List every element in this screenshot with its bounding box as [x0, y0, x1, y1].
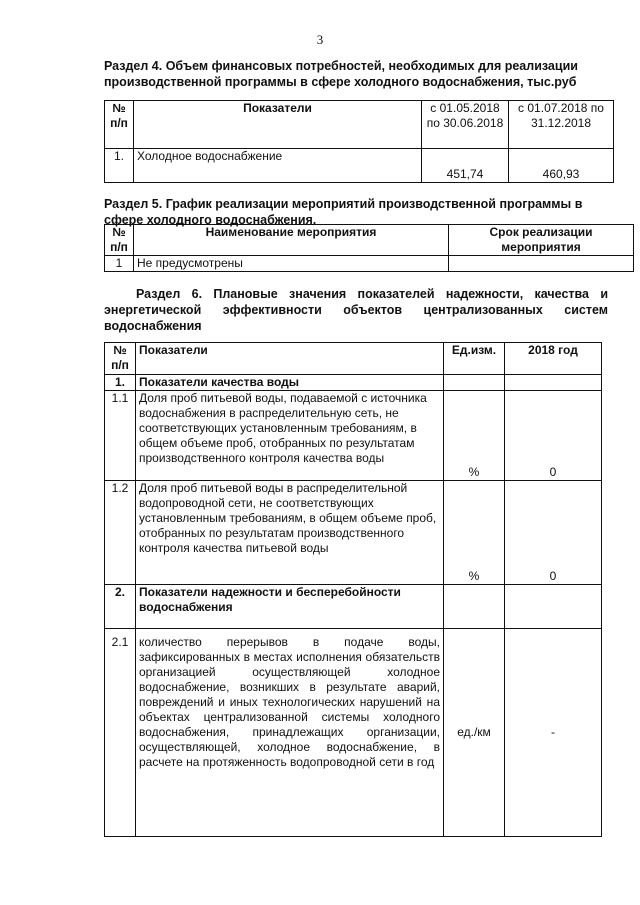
row-num: 1.1 — [105, 391, 136, 481]
col-period1-header: с 01.05.2018 по 30.06.2018 — [422, 101, 509, 149]
row-name: Холодное водоснабжение — [134, 149, 422, 183]
row-name: Доля проб питьевой воды в распределительной водопроводной сети, не соответствующих установленным требованиям, в общем объеме проб, отобранных по результатам производственного контроля качества питьевой воды — [136, 481, 444, 585]
col-indicators-header: Показатели — [134, 101, 422, 149]
col-year-header: 2018 год — [505, 343, 602, 375]
row-value2: 460,93 — [509, 149, 614, 183]
table-row — [105, 391, 602, 481]
col-term-header: Срок реализации мероприятия — [449, 225, 634, 256]
row-num: 2.1 — [105, 629, 136, 837]
table-row — [105, 375, 602, 391]
row-num: 2. — [105, 585, 136, 629]
table-row — [105, 481, 602, 585]
row-name: Показатели надежности и бесперебойности водоснабжения — [136, 585, 444, 629]
col-unit-header: Ед.изм. — [444, 343, 505, 375]
section6-table — [104, 342, 602, 837]
section4-table — [104, 100, 614, 183]
row-value: 0 — [505, 391, 602, 481]
row-unit: ед./км — [444, 629, 505, 837]
row-value — [505, 375, 602, 391]
table-row — [105, 585, 602, 629]
col-indicators-header: Показатели — [136, 343, 444, 375]
table-row — [105, 256, 634, 272]
row-num: 1.2 — [105, 481, 136, 585]
col-num-header: № п/п — [105, 101, 134, 149]
section6-title: Раздел 6. Плановые значения показателей надежности, качества и энергетической эффективности объектов централизованных систем водоснабжения — [104, 287, 608, 333]
row-value — [505, 585, 602, 629]
table-row — [105, 149, 614, 183]
col-name-header: Наименование мероприятия — [134, 225, 449, 256]
col-period2-header: с 01.07.2018 по 31.12.2018 — [509, 101, 614, 149]
row-unit — [444, 375, 505, 391]
row-name: Доля проб питьевой воды, подаваемой с источника водоснабжения в распределительную сеть, не соответствующих установленным требованиям, в общем объеме проб, отобранных по результатам производственного контроля качества воды — [136, 391, 444, 481]
row-value: 0 — [505, 481, 602, 585]
row-num: 1 — [105, 256, 134, 272]
col-num-header: № п/п — [105, 225, 134, 256]
table-row — [105, 629, 602, 837]
page-number: 3 — [316, 32, 324, 47]
row-value1: 451,74 — [422, 149, 509, 183]
row-num: 1. — [105, 149, 134, 183]
section5-title: Раздел 5. График реализации мероприятий производственной программы в сфере холодного водоснабжения. — [104, 197, 583, 227]
row-unit — [444, 585, 505, 629]
row-term — [449, 256, 634, 272]
row-name: количество перерывов в подаче воды, зафиксированных в местах исполнения обязательств организацией осуществляющей холодное водоснабжение, возникших в результате аварий, повреждений и иных технологических нарушений на объектах централизованной системы холодного водоснабжения, принадлежащих организации, осуществляющей, холодное водоснабжение, в расчете на протяженность водопроводной сети в год — [136, 629, 444, 837]
row-unit: % — [444, 391, 505, 481]
row-name: Показатели качества воды — [136, 375, 444, 391]
row-unit: % — [444, 481, 505, 585]
row-value: - — [505, 629, 602, 837]
section4-title: Раздел 4. Объем финансовых потребностей, необходимых для реализации производственной программы в сфере холодного водоснабжения, тыс.руб — [104, 59, 578, 89]
row-name: Не предусмотрены — [134, 256, 449, 272]
col-num-header: № п/п — [105, 343, 136, 375]
section5-table — [104, 224, 634, 272]
row-num: 1. — [105, 375, 136, 391]
